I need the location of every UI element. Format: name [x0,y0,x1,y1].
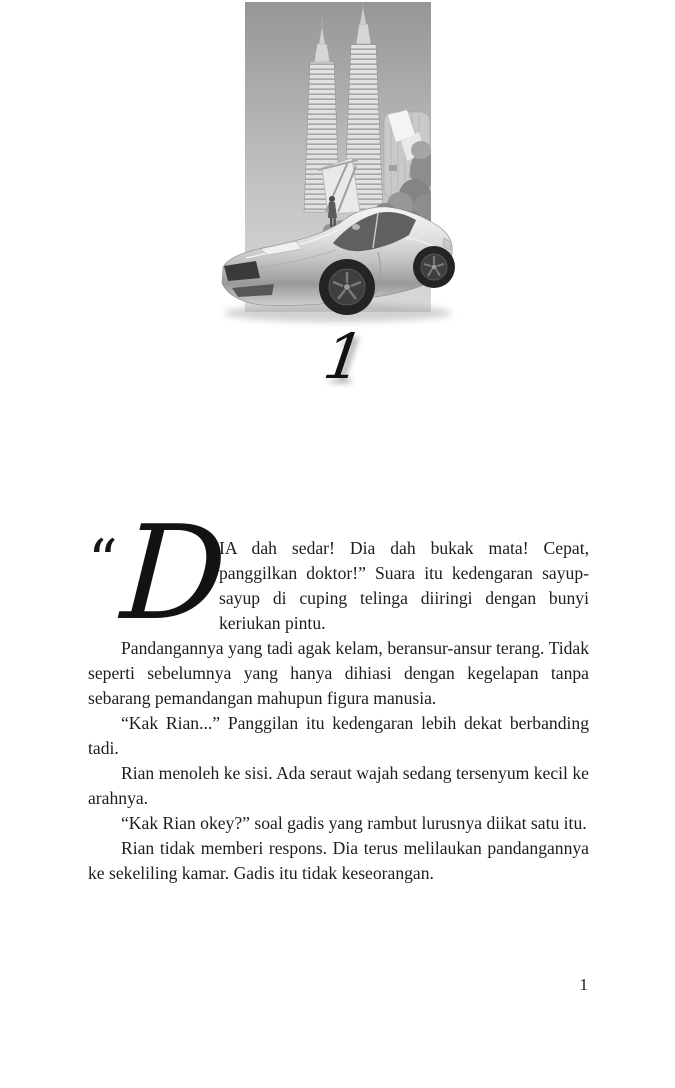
chapter-number-glyph [293,318,383,394]
body-text [88,497,589,886]
paragraph-1 [88,497,589,649]
paragraph-6: Rian tidak memberi respons. Dia terus melilaukan pandangannya ke sekeliling kamar. Gadis itu tidak keseorangan. [88,838,589,883]
chapter-number [0,318,675,396]
paragraph-1-text: IA dah sedar! Dia dah bukak mata! Cepat, panggilkan doktor!” Suara itu kedengaran sayup-sayup di cuping telinga diiringi dengan bunyi keriukan pintu. [219,538,589,633]
chapter-number-text: 1 [318,320,369,393]
drop-cap-letter: D [118,497,231,649]
front-wheel [319,259,375,315]
paragraph-4: Rian menoleh ke sisi. Ada seraut wajah sedang tersenyum kecil ke arahnya. [88,763,589,808]
side-mirror [352,224,360,230]
rear-wheel [413,246,455,288]
paragraph-5: “Kak Rian okey?” soal gadis yang rambut lurusnya diikat satu itu. [121,813,587,833]
header-illustration [210,0,470,340]
open-quote-mark: “ [88,527,118,595]
paragraph-3: “Kak Rian...” Panggilan itu kedengaran lebih dekat berbanding tadi. [88,713,589,758]
towers-car-image [210,0,470,340]
page-number: 1 [579,975,588,994]
drop-cap [88,497,231,649]
paragraph-2: Pandangannya yang tadi agak kelam, beransur-ansur terang. Tidak seperti sebelumnya yang hanya dihiasi dengan kegelapan tanpa sebarang pemandangan mahupun figura manusia. [88,638,589,708]
